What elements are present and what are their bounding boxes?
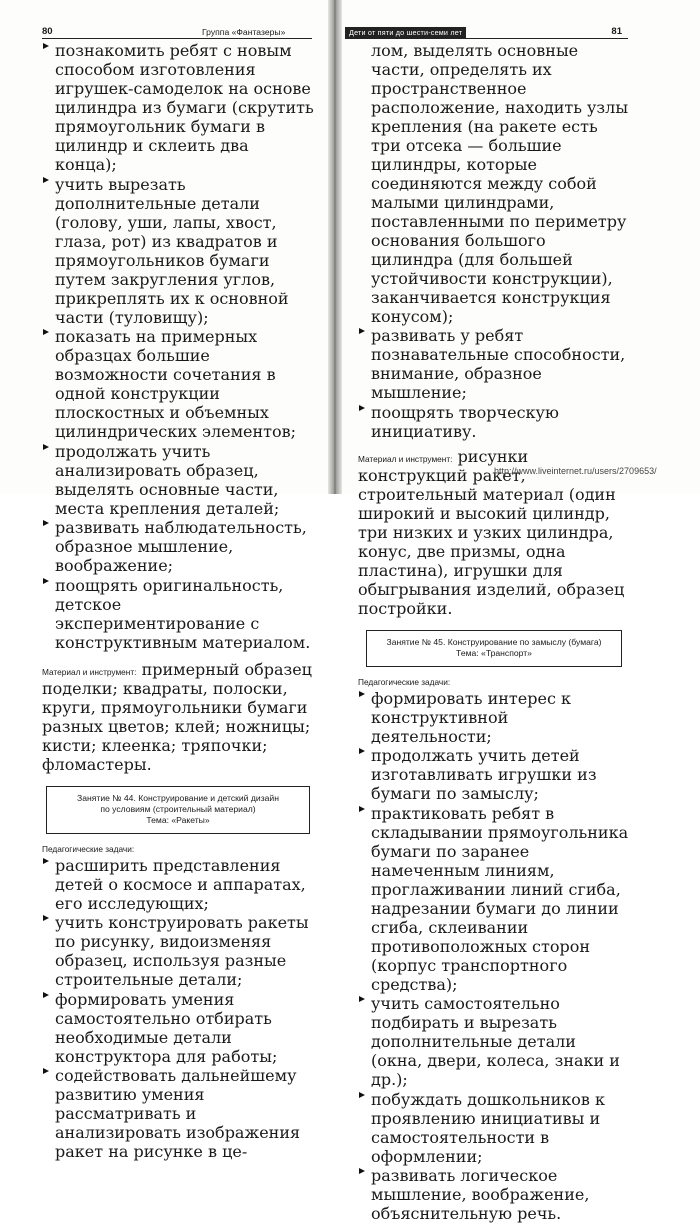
lesson-45-title-box [366, 630, 622, 667]
left-materials-text: примерный образец поделки; квадраты, полоски, круги, прямоугольники бумаги разных цветов; клей; ножницы; кисти; клеенка; тряпочки; фломастеры. [42, 659, 312, 774]
left-running-title: Группа «Фантазеры» [202, 27, 286, 37]
lesson-44-line-3: Тема: «Ракеты» [146, 814, 210, 825]
right-task-bullets [358, 689, 630, 1224]
right-bullets-1 [358, 326, 630, 441]
list-item: познакомить ребят с новым способом изготовления игрушек-самоделок на основе цилиндра из бумаги (скрутить прямоугольник бумаги в цилиндр и склеить два конца); [42, 41, 314, 174]
left-materials-paragraph [42, 660, 314, 774]
left-intro-bullets [42, 41, 314, 652]
right-running-header [345, 27, 628, 39]
left-page-number: 80 [42, 26, 53, 37]
list-item: формировать умения самостоятельно отбирать необходимые детали конструктора для работы; [42, 990, 314, 1066]
left-task-bullets [42, 856, 314, 1162]
left-page-content [42, 41, 314, 1162]
list-item: формировать интерес к конструктивной деятельности; [358, 689, 630, 746]
right-continuation-text: лом, выделять основные части, определять их пространственное расположение, находить узлы крепления (на ракете есть три отсека — большие цилиндры, которые соединяются между собой малыми цилиндрами, поставленными по периметру основания большого цилиндра (для большей устойчивости конструкции), заканчивается конструкция конусом); [371, 41, 629, 326]
right-materials-label: Материал и инструмент: [358, 453, 453, 464]
list-item: продолжать учить анализировать образец, выделять основные части, места крепления деталей; [42, 442, 314, 518]
book-gutter [328, 0, 342, 494]
right-running-title: Дети от пяти до шести-семи лет [345, 27, 466, 38]
left-tasks-heading: Педагогические задачи: [42, 843, 135, 854]
list-item: продолжать учить детей изготавливать игрушки из бумаги по замыслу; [358, 746, 630, 803]
list-item: практиковать ребят в складывании прямоугольника бумаги по заранее намеченным линиям, проглаживании линий сгиба, надрезании бумаги до линии сгиба, склеивании противоположных сторон (корпус транспортного средства); [358, 804, 630, 994]
list-item: поощрять творческую инициативу. [358, 403, 630, 441]
right-materials-text: рисунки конструкций ракет, строительный материал (один широкий и высокий цилиндр, три низких и узких цилиндра, конус, две призмы, одна пластина), игрушки для обыгрывания изделий, образец постройки. [358, 446, 625, 618]
list-item: развивать у ребят познавательные способности, внимание, образное мышление; [358, 326, 630, 402]
list-item: поощрять оригинальность, детское экспериментирование с конструктивным материалом. [42, 576, 314, 652]
right-page-number: 81 [611, 26, 622, 37]
list-item: учить конструировать ракеты по рисунку, видоизменяя образец, используя разные строительные детали; [42, 913, 314, 989]
list-item: учить самостоятельно подбирать и вырезать дополнительные детали (окна, двери, колеса, знаки и др.); [358, 994, 630, 1089]
lesson-45-line-2: Тема: «Транспорт» [456, 647, 532, 658]
lesson-44-line-1: Занятие № 44. Конструирование и детский дизайн [77, 792, 279, 803]
lesson-44-title-box [46, 786, 310, 834]
list-item: развивать логическое мышление, воображение, объяснительную речь. [358, 1166, 630, 1223]
list-item: побуждать дошкольников к проявлению инициативы и самостоятельности в оформлении; [358, 1090, 630, 1166]
lesson-44-line-2: по условиям (строительный материал) [100, 803, 256, 814]
lesson-45-line-1: Занятие № 45. Конструирование по замыслу (бумага) [386, 636, 602, 647]
left-materials-label: Материал и инструмент: [42, 666, 137, 677]
right-page-content [358, 41, 630, 1224]
watermark-url: http://www.liveinternet.ru/users/2709653/ [494, 466, 657, 476]
list-item: развивать наблюдательность, образное мышление, воображение; [42, 518, 314, 575]
list-item: расширить представления детей о космосе и аппаратах, его исследующих; [42, 856, 314, 913]
list-item: показать на примерных образцах большие возможности сочетания в одной конструкции плоскостных и объемных цилиндрических элементов; [42, 327, 314, 441]
right-tasks-heading: Педагогические задачи: [358, 676, 451, 687]
list-item: учить вырезать дополнительные детали (голову, уши, лапы, хвост, глаза, рот) из квадратов и прямоугольников бумаги путем закругления углов, прикреплять их к основной части (туловищу); [42, 175, 314, 327]
left-running-header [42, 27, 312, 39]
list-item: содействовать дальнейшему развитию умения рассматривать и анализировать изображения ракет на рисунке в це- [42, 1066, 314, 1161]
